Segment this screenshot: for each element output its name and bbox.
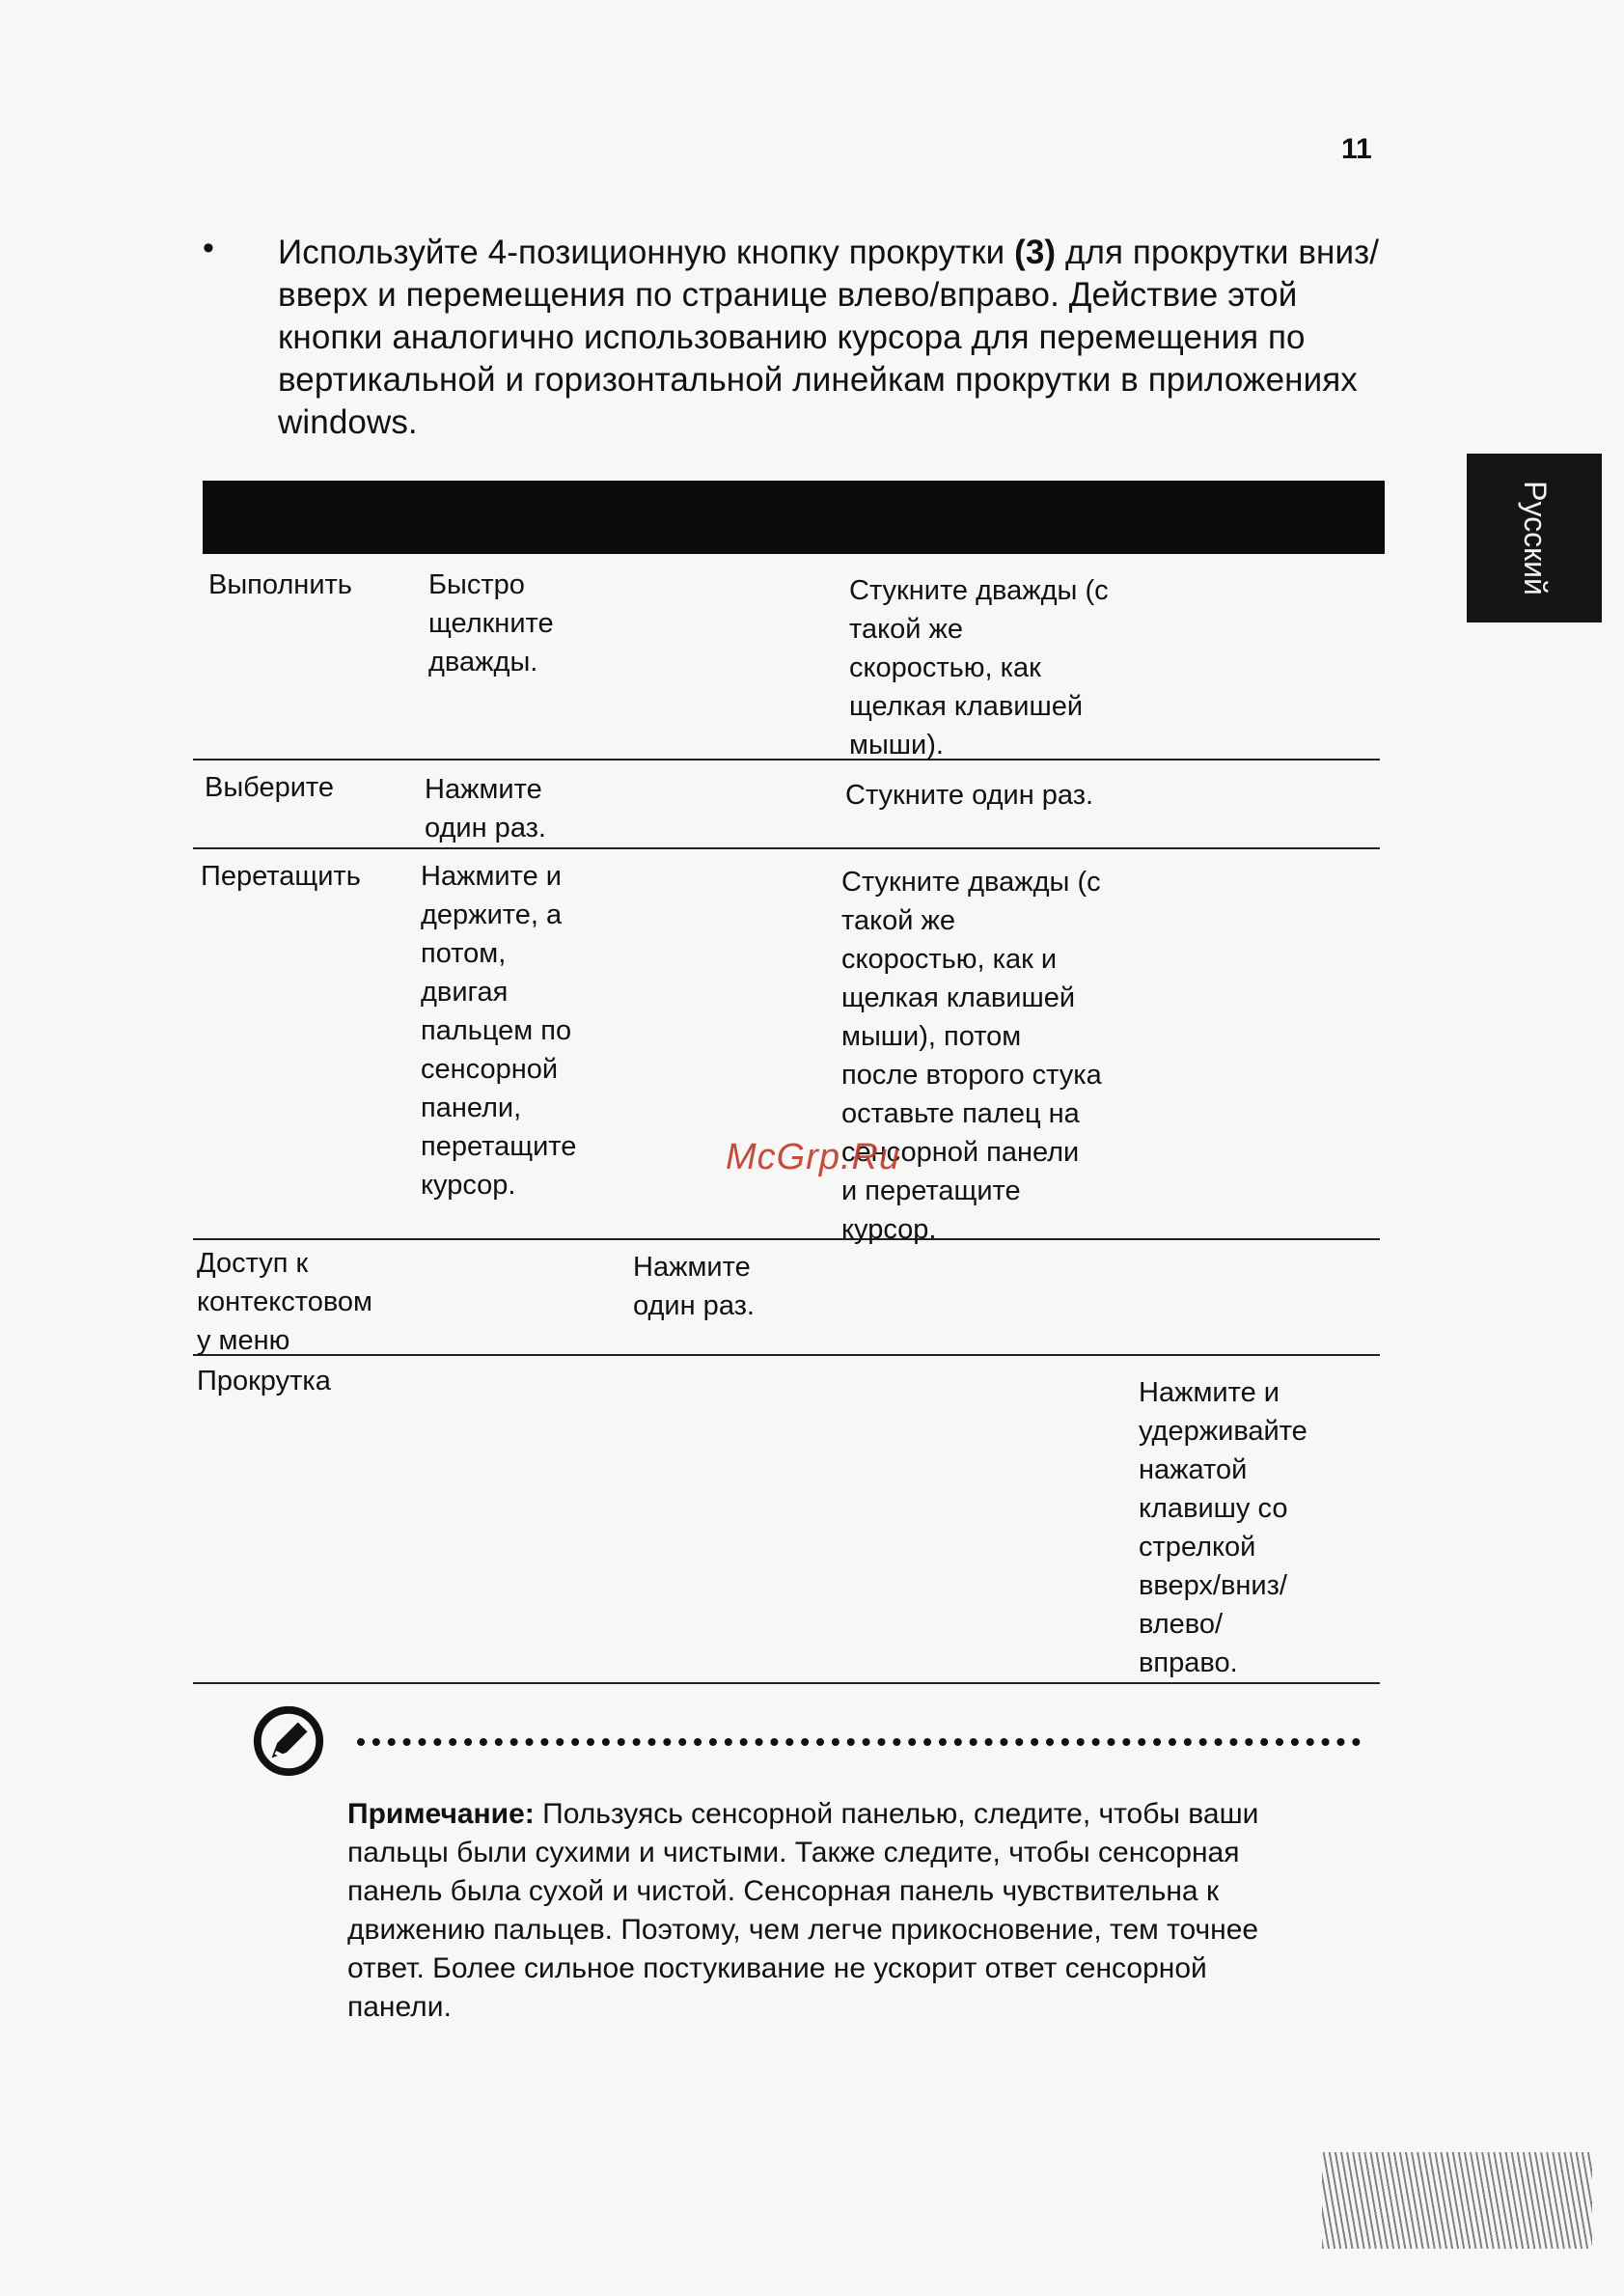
row-label: Прокрутка: [197, 1366, 331, 1397]
table-row: [193, 849, 1380, 1245]
row-cell-button: Нажмите один раз.: [425, 774, 546, 844]
row-cell-button: Быстро щелкните дважды.: [428, 569, 554, 678]
bullet-text-bold: (3): [1014, 234, 1057, 271]
row-cell-touchpad: Стукните дважды (с такой же скоростью, как и щелкая клавишей мыши), потом после второго стука оставьте палец на сенсорной панели и перетащите курсор.: [841, 867, 1102, 1245]
row-label: Выполнить: [208, 569, 352, 600]
table-row: [193, 761, 1380, 849]
row-cell-touchpad: Стукните дважды (с такой же скоростью, как щелкая клавишей мыши).: [849, 575, 1109, 761]
row-cell-touchpad: Стукните один раз.: [845, 780, 1094, 811]
language-tab-label: Русский: [1517, 481, 1553, 595]
note-body: Пользуясь сенсорной панелью, следите, чтобы ваши пальцы были сухими и чистыми. Также следите, чтобы сенсорная панель была сухой и чистой. Сенсорная панель чувствительна к движению пальцев. Поэтому, чем легче прикосновение, тем точнее ответ. Более сильное постукивание не ускорит ответ сенсорной панели.: [347, 1798, 1259, 2023]
note-text: [347, 1795, 1312, 2027]
note-label: Примечание:: [347, 1798, 535, 1830]
language-tab: [1467, 454, 1602, 622]
bullet-symbol: •: [203, 230, 214, 266]
table-row: [193, 1356, 1380, 1684]
page-number: 11: [1341, 133, 1372, 165]
bullet-text-before: Используйте 4-позиционную кнопку прокрутки: [278, 234, 1015, 271]
row-cell-scroll-key: Нажмите и удерживайте нажатой клавишу со стрелкой вверх/вниз/ влево/ вправо.: [1139, 1377, 1307, 1678]
table-header-bar: [203, 481, 1385, 554]
note-divider: [357, 1738, 1361, 1746]
touchpad-actions-table: [193, 481, 1380, 1684]
row-label: Выберите: [205, 772, 335, 803]
bullet-text: [278, 232, 1409, 444]
row-label: Перетащить: [201, 861, 361, 892]
table-row: [193, 554, 1380, 761]
row-cell-right-button: Нажмите один раз.: [633, 1252, 755, 1321]
row-label: Доступ к контекстовом у меню: [197, 1248, 372, 1356]
table-row: [193, 1240, 1380, 1356]
watermark: McGrp.Ru: [726, 1137, 901, 1177]
row-cell-button: Нажмите и держите, а потом, двигая пальцем по сенсорной панели, перетащите курсор.: [421, 861, 577, 1201]
bullet-text-after: для прокрутки вниз/вверх и перемещения по странице влево/вправо. Действие этой кнопки аналогично использованию курсора для перемещения по вертикальной и горизонтальной линейкам прокрутки в приложениях windows.: [278, 234, 1380, 441]
bullet-paragraph: [203, 232, 1409, 444]
scan-noise: [1322, 2152, 1592, 2249]
note-pencil-icon: [251, 1703, 326, 1779]
